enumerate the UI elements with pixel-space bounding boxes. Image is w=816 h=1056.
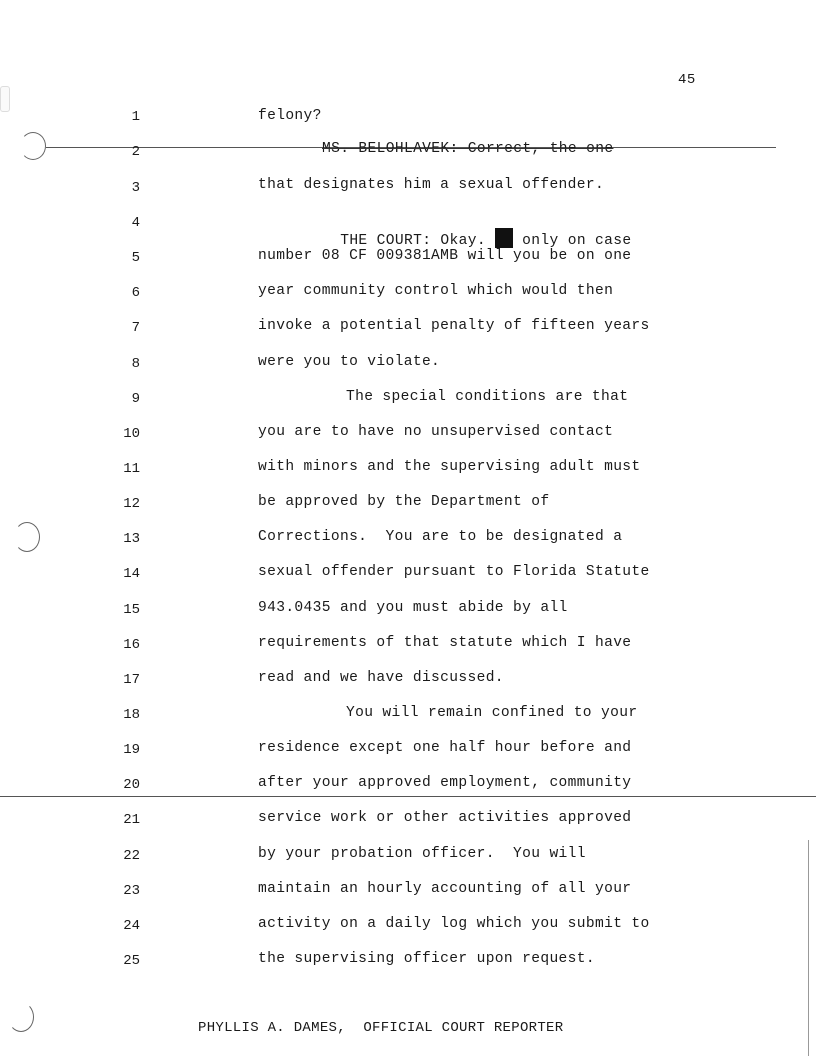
line-text: requirements of that statute which I have	[258, 635, 632, 651]
line-text: residence except one half hour before and	[258, 740, 632, 756]
line-text: you are to have no unsupervised contact	[258, 424, 614, 440]
line-text: were you to violate.	[258, 354, 441, 370]
line-text-after-redaction: only on case	[513, 233, 632, 249]
line-number: 12	[123, 496, 140, 512]
line-number: 3	[131, 180, 140, 196]
line-number: 11	[123, 461, 140, 477]
line-number: 14	[123, 566, 140, 582]
redaction-block	[495, 228, 513, 248]
scan-edge-line	[808, 840, 809, 1056]
line-text: MS. BELOHLAVEK: Correct, the one	[322, 141, 614, 157]
line-number: 2	[131, 144, 140, 160]
line-text: that designates him a sexual offender.	[258, 177, 605, 193]
line-text: service work or other activities approved	[258, 810, 632, 826]
line-text: maintain an hourly accounting of all your	[258, 881, 632, 897]
line-text: You will remain confined to your	[346, 705, 638, 721]
line-number: 23	[123, 883, 140, 899]
court-reporter-footer: PHYLLIS A. DAMES, OFFICIAL COURT REPORTER	[198, 1020, 564, 1036]
line-text: felony?	[258, 108, 322, 124]
line-text: be approved by the Department of	[258, 494, 550, 510]
line-text: year community control which would then	[258, 283, 614, 299]
line-number: 10	[123, 426, 140, 442]
line-number: 22	[123, 848, 140, 864]
line-number: 7	[131, 320, 140, 336]
punch-hole-top	[20, 132, 46, 160]
line-text: Corrections. You are to be designated a	[258, 529, 623, 545]
line-number: 15	[123, 602, 140, 618]
line-text: the supervising officer upon request.	[258, 951, 595, 967]
line-text: 943.0435 and you must abide by all	[258, 600, 568, 616]
line-text: invoke a potential penalty of fifteen years	[258, 318, 650, 334]
line-number: 21	[123, 812, 140, 828]
line-number: 19	[123, 742, 140, 758]
fold-rule-bottom	[0, 796, 816, 797]
line-number: 13	[123, 531, 140, 547]
line-text	[322, 212, 631, 249]
line-text: read and we have discussed.	[258, 670, 504, 686]
line-number: 16	[123, 637, 140, 653]
margin-speck	[0, 86, 10, 112]
line-text: number 08 CF 009381AMB will you be on one	[258, 248, 632, 264]
line-number: 20	[123, 777, 140, 793]
line-number: 6	[131, 285, 140, 301]
line-text-before-redaction: THE COURT: Okay.	[340, 233, 496, 249]
line-number: 24	[123, 918, 140, 934]
page-number: 45	[678, 72, 696, 88]
line-number: 4	[131, 215, 140, 231]
line-number: 9	[131, 391, 140, 407]
punch-hole-middle	[14, 522, 40, 552]
line-text: The special conditions are that	[346, 389, 629, 405]
punch-hole-bottom	[8, 1002, 34, 1032]
line-text: after your approved employment, community	[258, 775, 632, 791]
line-text: sexual offender pursuant to Florida Statute	[258, 564, 650, 580]
line-number: 8	[131, 356, 140, 372]
line-number: 25	[123, 953, 140, 969]
line-number: 5	[131, 250, 140, 266]
line-text: by your probation officer. You will	[258, 846, 586, 862]
line-number: 18	[123, 707, 140, 723]
line-number: 17	[123, 672, 140, 688]
line-number: 1	[131, 109, 140, 125]
line-text: activity on a daily log which you submit to	[258, 916, 650, 932]
line-text: with minors and the supervising adult must	[258, 459, 641, 475]
